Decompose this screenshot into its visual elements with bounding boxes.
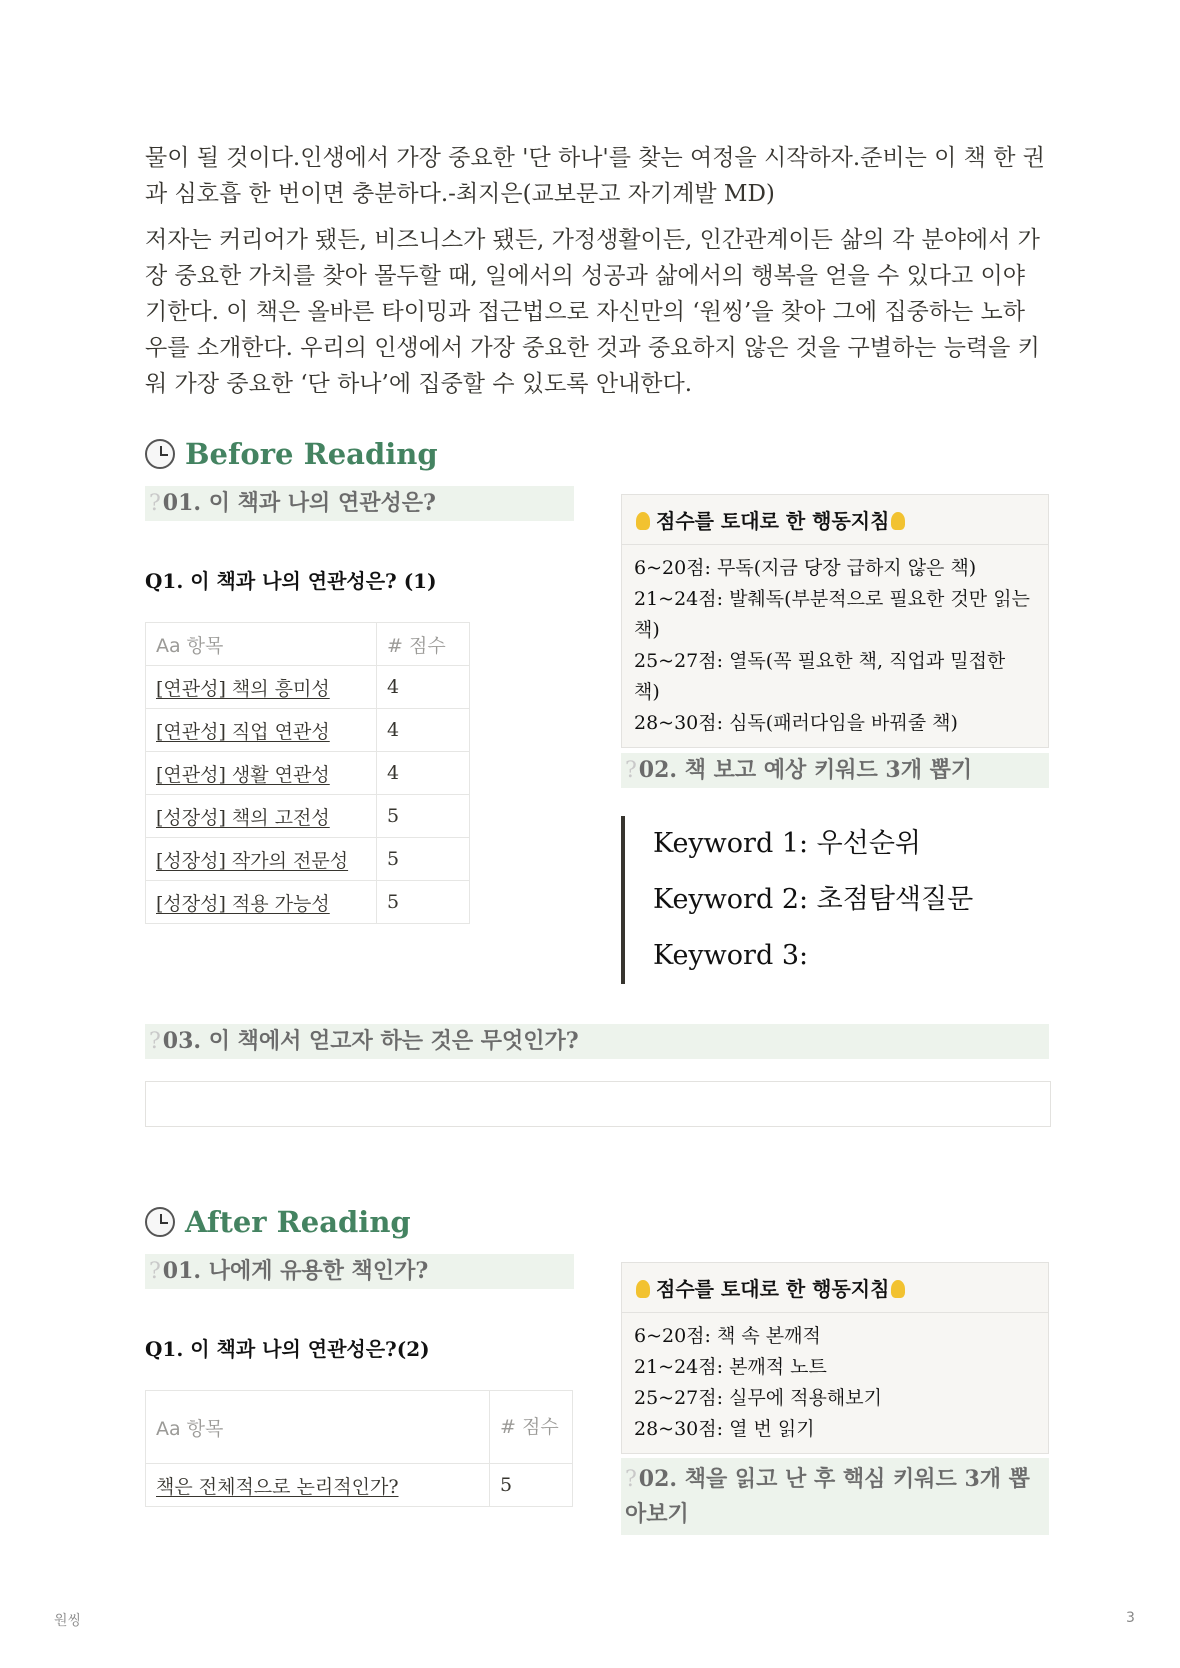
after-guideline-callout <box>621 1262 1049 1454</box>
callout-body <box>622 545 1048 747</box>
table-cell-score: 5 <box>377 838 470 881</box>
guideline-line: 6~20점: 책 속 본깨적 <box>634 1325 821 1347</box>
table-cell-score: 5 <box>377 881 470 924</box>
lightbulb-icon <box>636 512 650 530</box>
table-cell-score: 4 <box>377 709 470 752</box>
table-row[interactable] <box>146 795 470 838</box>
clock-icon <box>145 1207 175 1237</box>
column-header-score: # 점수 <box>490 1391 573 1464</box>
callout-body <box>622 1313 1048 1453</box>
table-row[interactable] <box>146 666 470 709</box>
after-q1-heading: ?01. 나에게 유용한 책인가? <box>145 1254 574 1289</box>
table-row[interactable] <box>146 752 470 795</box>
lightbulb-icon <box>891 1280 905 1298</box>
before-reading-title <box>145 437 438 471</box>
guideline-line: 21~24점: 본깨적 노트 <box>634 1356 827 1378</box>
intro-text <box>145 140 1045 412</box>
lightbulb-icon <box>891 512 905 530</box>
before-q1-subheading: Q1. 이 책과 나의 연관성은? (1) <box>145 569 437 593</box>
table-cell-score: 4 <box>377 752 470 795</box>
table-cell-item[interactable]: [성장성] 책의 고전성 <box>146 795 377 838</box>
table-header-row <box>146 623 470 666</box>
guideline-line: 28~30점: 심독(패러다임을 바꿔줄 책) <box>634 712 958 734</box>
before-score-table <box>145 622 470 924</box>
callout-heading: 점수를 토대로 한 행동지침 <box>622 495 1048 545</box>
table-row[interactable] <box>146 881 470 924</box>
question-icon: ? <box>625 1467 637 1492</box>
table-cell-item[interactable]: [연관성] 직업 연관성 <box>146 709 377 752</box>
column-header-item: Aa 항목 <box>146 1391 490 1464</box>
column-header-item: Aa 항목 <box>146 623 377 666</box>
table-cell-score: 4 <box>377 666 470 709</box>
guideline-line: 25~27점: 열독(꼭 필요한 책, 직업과 밀접한 책) <box>634 650 1006 703</box>
before-q3-heading: ?03. 이 책에서 얻고자 하는 것은 무엇인가? <box>145 1024 1049 1059</box>
question-icon: ? <box>149 1259 161 1284</box>
keyword-1: Keyword 1: 우선순위 <box>653 828 922 859</box>
table-cell-item[interactable]: 책은 전체적으로 논리적인가? <box>146 1464 490 1507</box>
column-header-score: # 점수 <box>377 623 470 666</box>
table-row[interactable] <box>146 709 470 752</box>
intro-paragraph-1: 물이 될 것이다.인생에서 가장 중요한 '단 하나'를 찾는 여정을 시작하자.준비는 이 책 한 권과 심호흡 한 번이면 충분하다.-최지은(교보문고 자기계발 MD) <box>145 145 1045 207</box>
guideline-line: 28~30점: 열 번 읽기 <box>634 1418 815 1440</box>
intro-paragraph-2: 저자는 커리어가 됐든, 비즈니스가 됐든, 가정생활이든, 인간관계이든 삶의 각 분야에서 가장 중요한 가치를 찾아 몰두할 때, 일에서의 성공과 삶에서의 행복을 얻을 수 있다고 이야기한다. 이 책은 올바른 타이밍과 접근법으로 자신만의 ‘원씽’을 찾아 그에 집중하는 노하우를 소개한다. 우리의 인생에서 가장 중요한 것과 중요하지 않은 것을 구별하는 능력을 키워 가장 중요한 ‘단 하나’에 집중할 수 있도록 안내한다. <box>145 227 1040 397</box>
table-cell-item[interactable]: [연관성] 생활 연관성 <box>146 752 377 795</box>
guideline-line: 21~24점: 발췌독(부분적으로 필요한 것만 읽는 책) <box>634 588 1030 641</box>
before-q2-heading: ?02. 책 보고 예상 키워드 3개 뽑기 <box>621 753 1049 788</box>
table-cell-score: 5 <box>490 1464 573 1507</box>
before-reading-title-text: Before Reading <box>185 437 438 471</box>
table-cell-item[interactable]: [연관성] 책의 흥미성 <box>146 666 377 709</box>
question-icon: ? <box>625 758 637 783</box>
table-cell-item[interactable]: [성장성] 적용 가능성 <box>146 881 377 924</box>
before-guideline-callout <box>621 494 1049 748</box>
question-icon: ? <box>149 491 161 516</box>
footer-title: 원씽 <box>54 1613 82 1629</box>
answer-box[interactable] <box>145 1081 1051 1127</box>
after-reading-title <box>145 1205 411 1239</box>
table-cell-score: 5 <box>377 795 470 838</box>
lightbulb-icon <box>636 1280 650 1298</box>
guideline-line: 25~27점: 실무에 적용해보기 <box>634 1387 882 1409</box>
callout-heading: 점수를 토대로 한 행동지침 <box>622 1263 1048 1313</box>
question-icon: ? <box>149 1029 161 1054</box>
table-row[interactable] <box>146 838 470 881</box>
after-reading-title-text: After Reading <box>185 1205 411 1239</box>
table-cell-item[interactable]: [성장성] 작가의 전문성 <box>146 838 377 881</box>
keyword-2: Keyword 2: 초점탐색질문 <box>653 884 974 915</box>
after-score-table <box>145 1390 573 1507</box>
table-row[interactable] <box>146 1464 573 1507</box>
clock-icon <box>145 439 175 469</box>
keyword-quote <box>621 816 1049 984</box>
after-q1-subheading: Q1. 이 책과 나의 연관성은?(2) <box>145 1337 430 1361</box>
before-q1-heading: ?01. 이 책과 나의 연관성은? <box>145 486 574 521</box>
guideline-line: 6~20점: 무독(지금 당장 급하지 않은 책) <box>634 557 977 579</box>
page-number: 3 <box>1126 1610 1135 1626</box>
after-q2-heading: ?02. 책을 읽고 난 후 핵심 키워드 3개 뽑아보기 <box>621 1458 1049 1535</box>
keyword-3: Keyword 3: <box>653 940 809 971</box>
table-header-row <box>146 1391 573 1464</box>
